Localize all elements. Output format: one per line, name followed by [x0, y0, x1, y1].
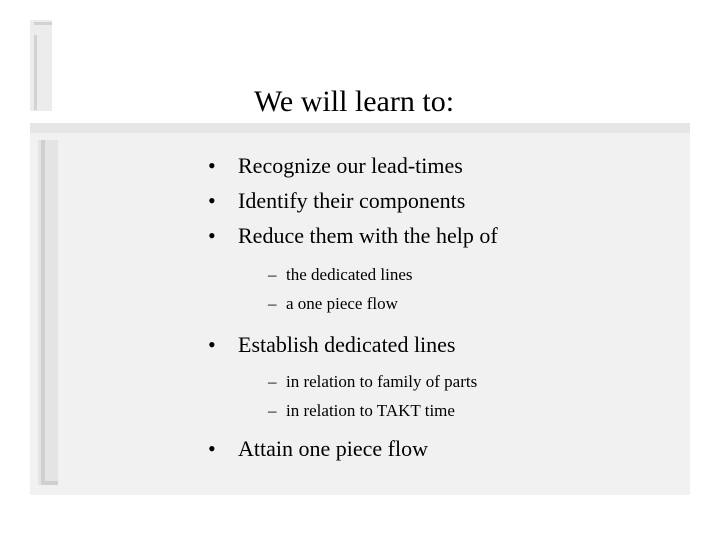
bullet-item	[208, 183, 498, 218]
slide-title: We will learn to:	[254, 85, 455, 118]
bullet-marker: •	[208, 153, 216, 178]
bullet-text: Attain one piece flow	[238, 436, 428, 461]
bullet-marker: •	[208, 436, 216, 461]
sub-item	[268, 396, 558, 425]
sub-text: the dedicated lines	[286, 265, 413, 284]
bullet-item	[208, 431, 498, 466]
bullet-text: Recognize our lead-times	[238, 153, 463, 178]
sub-text: in relation to family of parts	[286, 372, 478, 391]
sub-marker: –	[268, 294, 277, 313]
bullet-item	[208, 148, 498, 183]
sub-list	[268, 260, 558, 318]
sub-item	[268, 367, 558, 396]
sub-list	[268, 367, 558, 425]
content-decoration-foot	[41, 481, 58, 485]
bullet-text: Reduce them with the help of	[238, 223, 498, 248]
bullet-text: Identify their components	[238, 188, 466, 213]
bullet-text: Establish dedicated lines	[238, 332, 456, 357]
title-decoration-corner	[34, 22, 52, 25]
content-decoration-line	[41, 140, 45, 485]
bullet-marker: •	[208, 188, 216, 213]
sub-text: a one piece flow	[286, 294, 398, 313]
bullet-marker: •	[208, 223, 216, 248]
sub-text: in relation to TAKT time	[286, 401, 455, 420]
title-decoration-line	[34, 35, 37, 110]
sub-marker: –	[268, 372, 277, 391]
sub-item	[268, 260, 558, 289]
content-panel-top-strip	[30, 123, 690, 133]
bullet-item	[208, 218, 498, 318]
bullet-item	[208, 327, 498, 425]
bullet-list	[208, 148, 498, 466]
bullet-marker: •	[208, 332, 216, 357]
sub-marker: –	[268, 401, 277, 420]
sub-marker: –	[268, 265, 277, 284]
sub-item	[268, 289, 558, 318]
